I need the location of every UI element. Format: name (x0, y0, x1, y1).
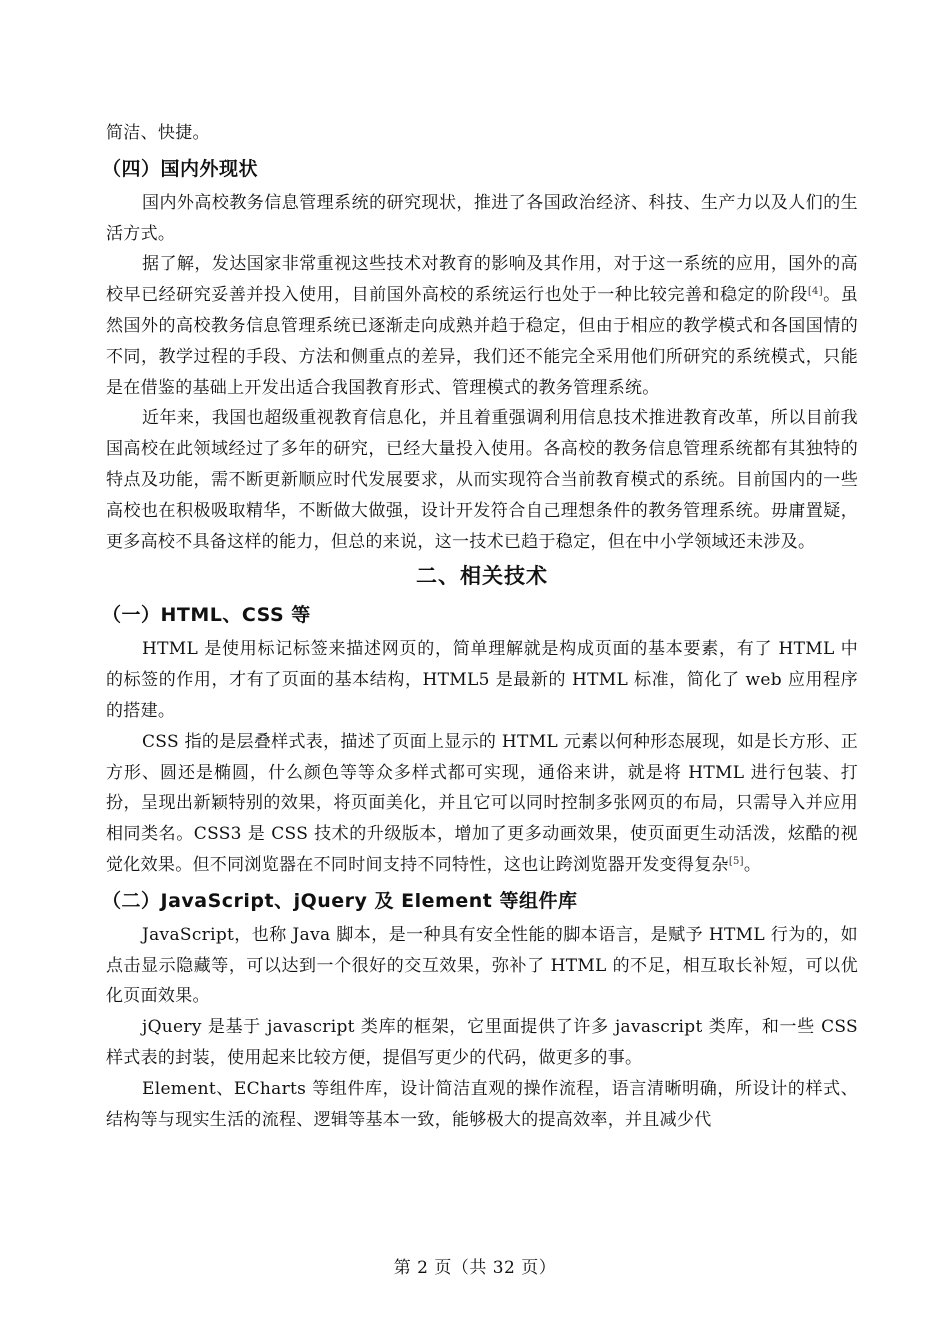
paragraph-text: 。 (743, 854, 762, 875)
page-footer: 第 2 页（共 32 页） (393, 1258, 557, 1278)
chapter-heading-related-tech: 二、相关技术 (416, 564, 548, 589)
paragraph: HTML 是使用标记标签来描述网页的，简单理解就是构成页面的基本要素，有了 HTML 中的标签的作用，才有了页面的基本结构，HTML5 是最新的 HTML 标准，简化了 web 应用程序的搭建。 (106, 639, 858, 721)
paragraph-text: 据了解，发达国家非常重视这些技术对教育的影响及其作用，对于这一系统的应用，国外的高校早已经研究妥善并投入使用，目前国外高校的系统运行也处于一种比较完善和稳定的阶段 (106, 254, 858, 306)
lead-paragraph: 简洁、快捷。 (106, 123, 210, 143)
paragraph (106, 727, 858, 881)
paragraph: jQuery 是基于 javascript 类库的框架，它里面提供了许多 javascript 类库，和一些 CSS 样式表的封装，使用起来比较方便，提倡写更少的代码，做更多的事。 (106, 1017, 858, 1068)
paragraph (106, 249, 858, 403)
citation-ref: [4] (807, 286, 823, 298)
paragraph: 国内外高校教务信息管理系统的研究现状，推进了各国政治经济、科技、生产力以及人们的生活方式。 (106, 192, 858, 244)
document-page (102, 118, 858, 1135)
section-heading-domestic-foreign-status: （四）国内外现状 (102, 157, 259, 180)
section-heading-html-css: （一）HTML、CSS 等 (102, 604, 311, 627)
paragraph-text: 。虽然国外的高校教务信息管理系统已逐渐走向成熟并趋于稳定，但由于相应的教学模式和各国国情的不同，教学过程的手段、方法和侧重点的差异，我们还不能完全采用他们所研究的系统模式，只能是在借鉴的基础上开发出适合我国教育形式、管理模式的教务管理系统。 (106, 285, 858, 398)
paragraph-text: CSS 指的是层叠样式表，描述了页面上显示的 HTML 元素以何种形态展现，如是长方形、正方形、圆还是椭圆，什么颜色等等众多样式都可实现，通俗来讲，就是将 HTML 进行包装、打扮，呈现出新颖特别的效果，将页面美化，并且它可以同时控制多张网页的布局，只需导入并应用相同类名。CSS3 是 CSS 技术的升级版本，增加了更多动画效果，使页面更生动活泼，炫酷的视觉化效果。但不同浏览器在不同时间支持不同特性，这也让跨浏览器开发变得复杂 (106, 731, 858, 875)
section-heading-javascript: （二）JavaScript、jQuery 及 Element 等组件库 (102, 889, 578, 912)
paragraph: 近年来，我国也超级重视教育信息化，并且着重强调利用信息技术推进教育改革，所以目前我国高校在此领域经过了多年的研究，已经大量投入使用。各高校的教务信息管理系统都有其独特的特点及功能，需不断更新顺应时代发展要求，从而实现符合当前教育模式的系统。目前国内的一些高校也在积极吸取精华，不断做大做强，设计开发符合自己理想条件的教务管理系统。毋庸置疑，更多高校不具备这样的能力，但总的来说，这一技术已趋于稳定，但在中小学领域还未涉及。 (106, 408, 858, 552)
citation-ref: [5] (728, 855, 744, 867)
paragraph: Element、ECharts 等组件库，设计简洁直观的操作流程，语言清晰明确，所设计的样式、结构等与现实生活的流程、逻辑等基本一致，能够极大的提高效率，并且减少代 (106, 1078, 858, 1130)
paragraph: JavaScript，也称 Java 脚本，是一种具有安全性能的脚本语言，是赋予 HTML 行为的，如点击显示隐藏等，可以达到一个很好的交互效果，弥补了 HTML 的不足，相互取长补短，可以优化页面效果。 (106, 924, 858, 1007)
